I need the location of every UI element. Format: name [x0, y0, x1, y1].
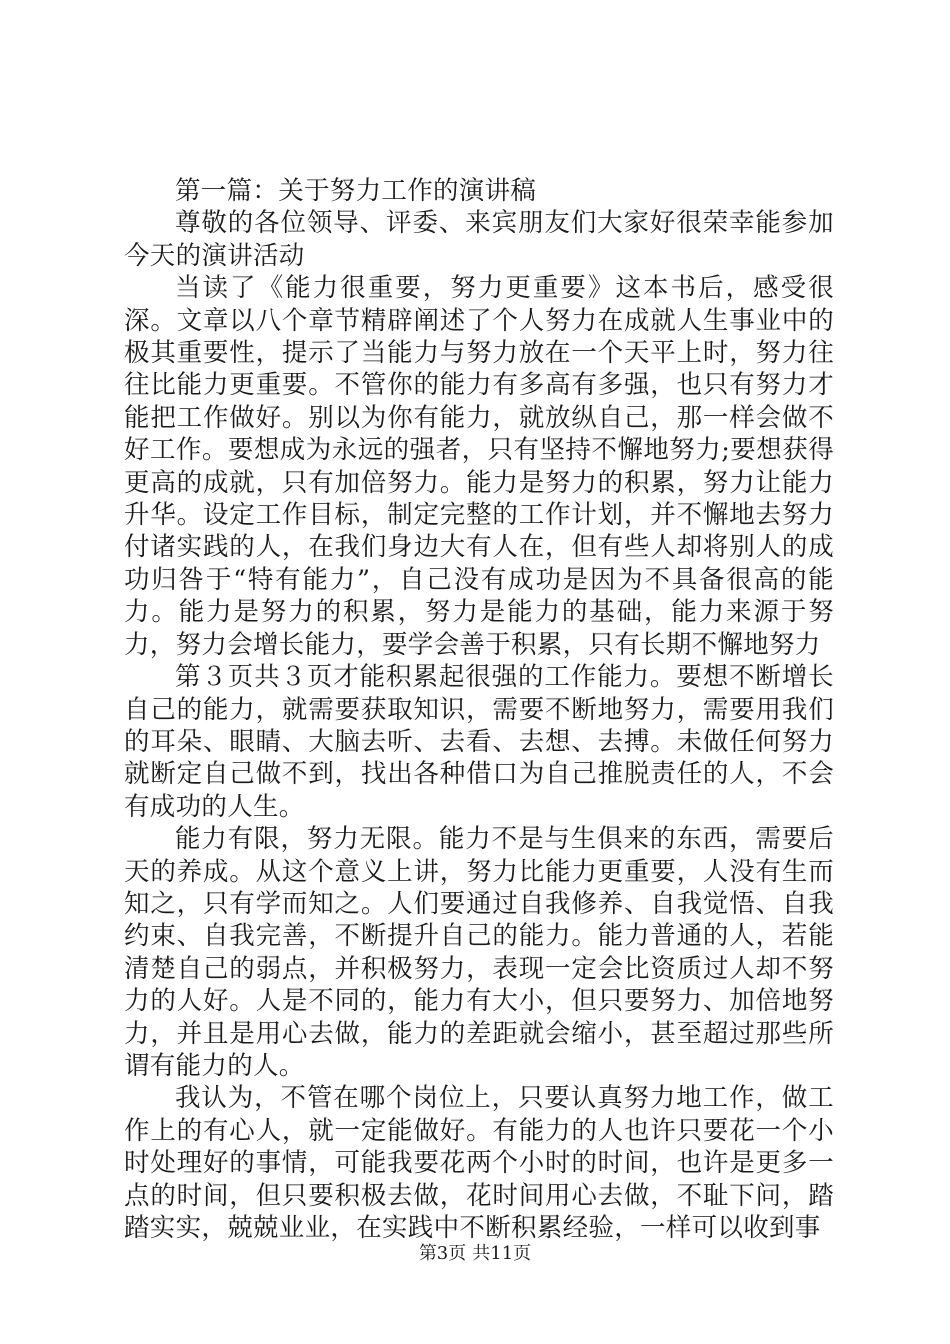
body-paragraph: 当读了《能力很重要，努力更重要》这本书后，感受很深。文章以八个章节精辟阐述了个人努力在成就人生事业中的极其重要性，提示了当能力与努力放在一个天平上时，努力往往比能力更重要。不管你的能力有多高有多强，也只有努力才能把工作做好。别以为你有能力，就放纵自己，那一样会做不好工作。要想成为永远的强者，只有坚持不懈地努力;要想获得更高的成就，只有加倍努力。能力是努力的积累，努力让能力升华。设定工作目标，制定完整的工作计划，并不懈地去努力付诸实践的人，在我们身边大有人在，但有些人却将别人的成功归咎于“特有能力”，自己没有成功是因为不具备很高的能力。能力是努力的积累，努力是能力的基础，能力来源于努力，努力会增长能力，要学会善于积累，只有长期不懈地努力 [124, 273, 834, 660]
body-paragraph: 能力有限，努力无限。能力不是与生俱来的东西，需要后天的养成。从这个意义上讲，努力比能力更重要，人没有生而知之，只有学而知之。人们要通过自我修养、自我觉悟、自我约束、自我完善，不断提升自己的能力。能力普通的人，若能清楚自己的弱点，并积极努力，表现一定会比资质过人却不努力的人好。人是不同的，能力有大小，但只要努力、加倍地努力，并且是用心去做，能力的差距就会缩小，甚至超过那些所谓有能力的人。 [124, 824, 834, 1081]
document-title-line: 第一篇：关于努力工作的演讲稿 [175, 176, 537, 206]
body-paragraph: 我认为，不管在哪个岗位上，只要认真努力地工作，做工作上的有心人，就一定能做好。有能力的人也许只要花一个小时处理好的事情，可能我要花两个小时的时间，也许是更多一点的时间，但只要积极去做，花时间用心去做，不耻下问，踏踏实实，兢兢业业，在实践中不断积累经验，一样可以收到事 [124, 1083, 834, 1243]
document-body [124, 175, 834, 1244]
greeting-paragraph: 尊敬的各位领导、评委、来宾朋友们大家好很荣幸能参加今天的演讲活动 [124, 208, 834, 271]
page-footer [0, 1242, 950, 1266]
page-number-current: 第3页 [418, 1243, 467, 1264]
body-paragraph: 第３页共３页才能积累起很强的工作能力。要想不断增长自己的能力，就需要获取知识，需要不断地努力，需要用我们的耳朵、眼睛、大脑去听、去看、去想、去搏。未做任何努力就断定自己做不到，找出各种借口为自己推脱责任的人，不会有成功的人生。 [124, 662, 834, 822]
page-number-total: 共11页 [472, 1243, 532, 1264]
